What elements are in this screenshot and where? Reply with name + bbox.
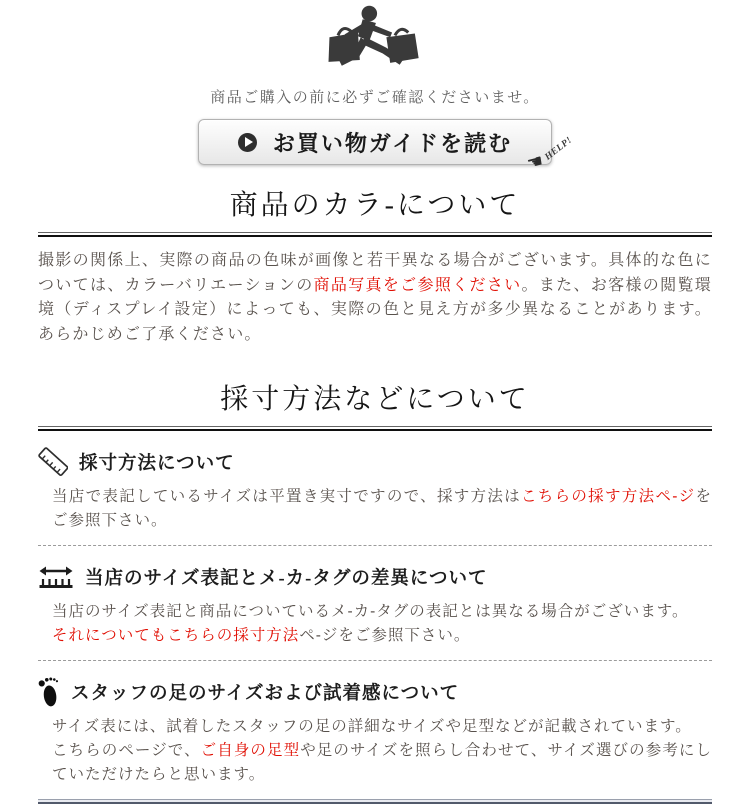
item-title: 採寸方法について bbox=[79, 454, 235, 474]
color-paragraph-text-1: 撮影の関係上、実際の商品の色味が画像と若干異なる場合がございます。具体的な色については、カラーバリエーションの bbox=[38, 252, 712, 294]
purchase-notice-text: 商品ご購入の前に必ずご確認くださいませ。 bbox=[210, 90, 540, 106]
footprint-icon bbox=[38, 676, 60, 708]
item-header bbox=[38, 559, 712, 595]
color-section-paragraph bbox=[38, 249, 712, 347]
item-body-text-2: ペ-ジをご参照下さい。 bbox=[299, 627, 471, 644]
pointing-hand-icon: ☛ bbox=[524, 150, 546, 174]
bottom-divider bbox=[38, 799, 712, 804]
own-foot-shape-link[interactable]: ご自身の足型 bbox=[200, 742, 301, 759]
sizing-section-heading: 採寸方法などについて bbox=[220, 384, 530, 415]
section-divider bbox=[38, 545, 712, 546]
measuring-page-link-2[interactable]: それについてもこちらの採寸方法 bbox=[52, 627, 300, 644]
item-body-text-1: サイズ表には、試着したスタッフの足の詳細なサイズや足型などが記載されています。 bbox=[52, 718, 692, 735]
item-body-text-3: や足のサイズを照らし合わせて、サイズ選びの参考にしていただけたらと思います。 bbox=[52, 742, 712, 783]
heading-rule bbox=[38, 426, 712, 431]
measuring-method-item bbox=[38, 444, 712, 533]
section-divider bbox=[38, 660, 712, 661]
item-body bbox=[52, 485, 712, 533]
item-header bbox=[38, 444, 712, 480]
measuring-page-link[interactable]: こちらの採す方法ペ-ジ bbox=[520, 488, 696, 505]
tape-measure-icon bbox=[38, 564, 74, 590]
diagonal-ruler-icon bbox=[38, 446, 68, 478]
heading-rule bbox=[38, 232, 712, 237]
item-body-text-2: をご参照下さい。 bbox=[52, 488, 712, 529]
item-title: 当店のサイズ表記とメ-カ-タグの差異について bbox=[85, 569, 488, 589]
shopping-guide-button-label: お買い物ガイドを読む bbox=[272, 130, 513, 156]
help-cursor bbox=[525, 136, 577, 182]
color-section-heading: 商品のカラ-について bbox=[229, 190, 521, 221]
staff-foot-size-item bbox=[38, 674, 712, 787]
item-body bbox=[52, 600, 712, 648]
header-area bbox=[0, 0, 750, 174]
play-icon bbox=[238, 133, 257, 152]
item-body-text-1: 当店で表記しているサイズは平置き実寸ですので、採す方法は bbox=[52, 488, 521, 505]
item-body-text-1: 当店のサイズ表記と商品についているメ-カ-タグの表記とは異なる場合がございます。 bbox=[52, 603, 689, 620]
color-paragraph-text-2: 。また、お客様の閲覧環境（ディスプレイ設定）によっても、実際の色と見え方が多少異なることがあります。あらかじめご了承ください。 bbox=[38, 276, 712, 343]
size-tag-difference-item bbox=[38, 559, 712, 648]
item-body bbox=[52, 715, 712, 787]
running-shopper-icon bbox=[313, 5, 437, 79]
help-label: HELP! bbox=[543, 135, 575, 163]
product-photos-link[interactable]: 商品写真をご参照ください bbox=[313, 276, 522, 294]
item-title: スタッフの足のサイズおよび試着感について bbox=[71, 684, 460, 704]
item-header bbox=[38, 674, 712, 710]
shopping-guide-button[interactable] bbox=[198, 119, 575, 174]
item-body-text-2: こちらのページで、 bbox=[52, 742, 201, 759]
